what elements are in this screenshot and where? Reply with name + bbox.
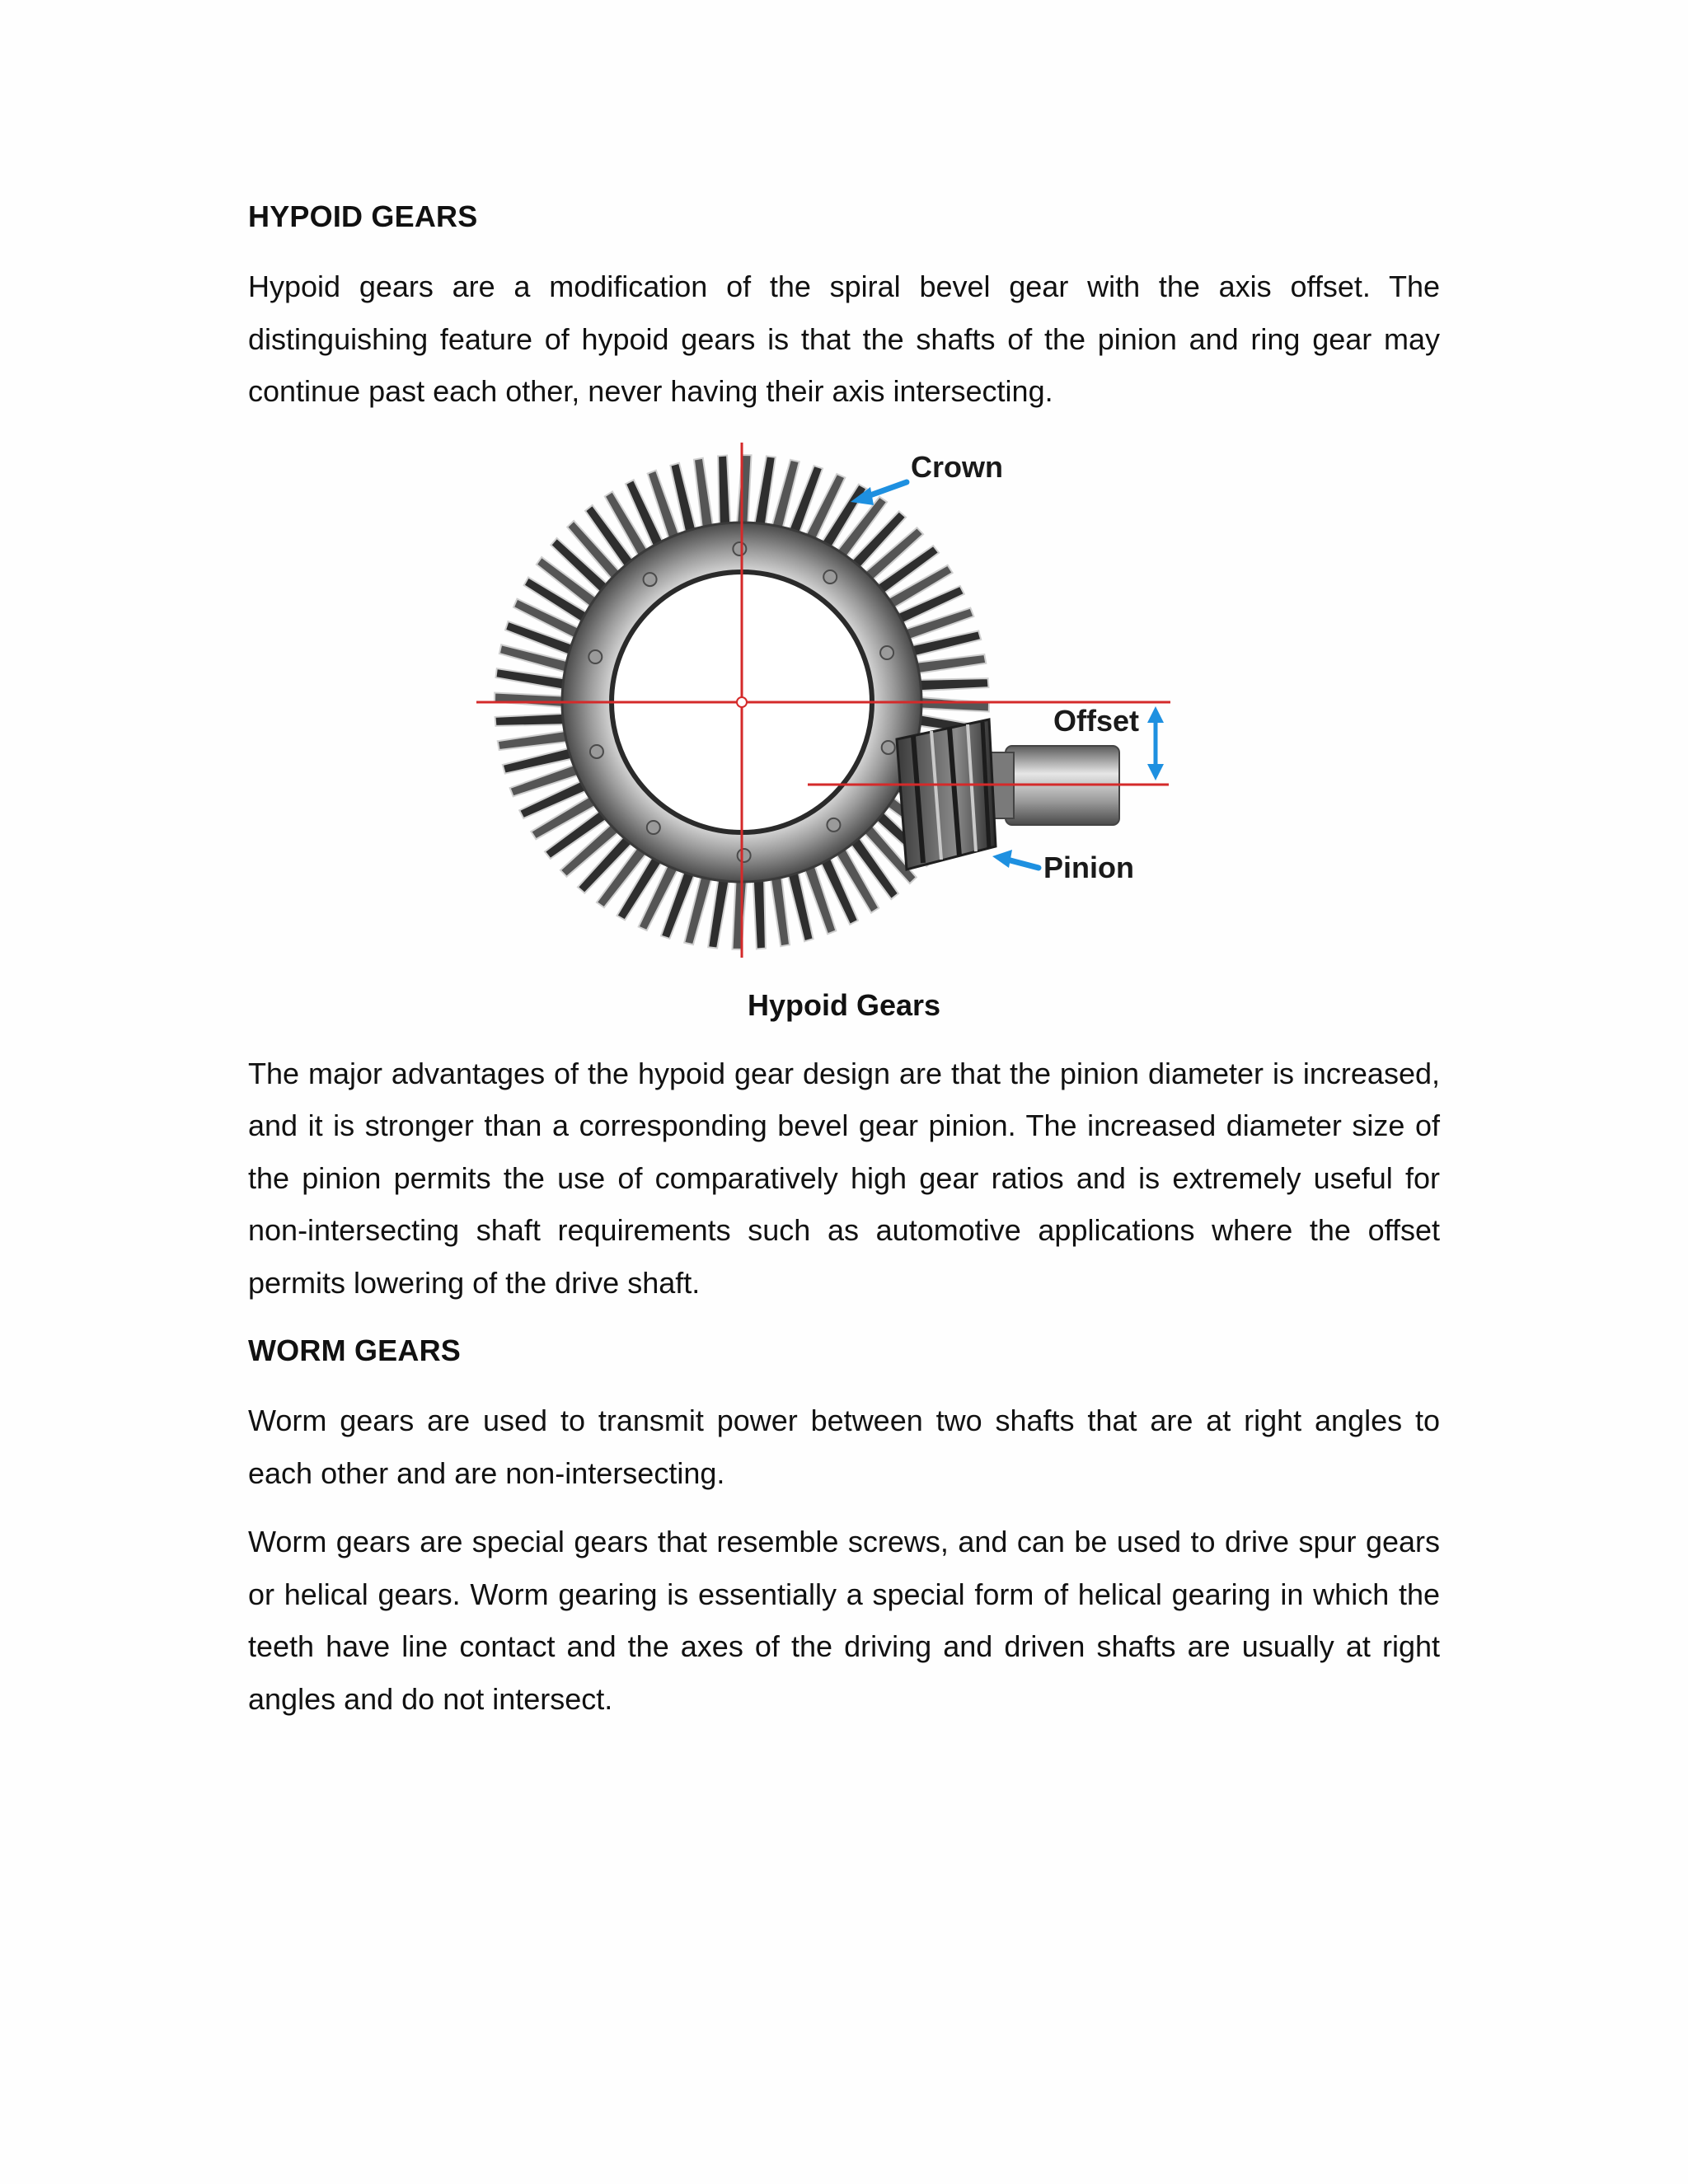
offset-arrow-icon	[1147, 706, 1164, 780]
offset-label: Offset	[1053, 703, 1140, 738]
bolt-hole	[644, 573, 657, 586]
bolt-hole	[647, 821, 660, 834]
bolt-hole	[880, 646, 893, 659]
pinion-arrow-icon	[1007, 860, 1039, 868]
bolt-hole	[738, 848, 751, 861]
pinion-label: Pinion	[1043, 850, 1134, 884]
paragraph-worm-details: Worm gears are special gears that resemble screws, and can be used to drive spur gears or helical gears. Worm gearing is essentially a special form of helical gearing in which the teeth have line contact and the axes of the driving and driven shafts are usually at right angles and do not intersect.	[248, 1525, 1440, 1716]
pinion-arrowhead-icon	[992, 850, 1012, 868]
crown-label: Crown	[911, 449, 1003, 484]
section-heading-hypoid-gears: HYPOID GEARS	[248, 199, 478, 233]
hypoid-gears-figure	[248, 434, 1440, 962]
hypoid-gear-diagram	[462, 434, 1177, 962]
bolt-hole	[588, 650, 602, 663]
paragraph-worm-intro: Worm gears are used to transmit power between two shafts that are at right angles to each other and are non-intersecting.	[248, 1404, 1440, 1490]
bolt-hole	[733, 542, 746, 555]
paragraph-hypoid-advantages: The major advantages of the hypoid gear design are that the pinion diameter is increased, and it is stronger than a corresponding bevel gear pinion. The increased diameter size of the pinion permits the use of comparatively high gear ratios and is extremely useful for non-intersecting shaft requirements such as automotive applications where the offset permits lowering of the drive shaft.	[248, 1056, 1440, 1300]
bolt-hole	[827, 818, 840, 831]
section-heading-worm-gears: WORM GEARS	[248, 1333, 461, 1367]
bolt-hole	[590, 744, 603, 757]
pinion-gear	[897, 719, 996, 869]
figure-caption: Hypoid Gears	[747, 987, 941, 1022]
bolt-hole	[823, 569, 837, 583]
paragraph-hypoid-intro: Hypoid gears are a modification of the spiral bevel gear with the axis offset. The distinguishing feature of hypoid gears is that the shafts of the pinion and ring gear may continue past each other, never having their axis intersecting.	[248, 269, 1440, 408]
page-content	[248, 191, 1440, 1741]
bolt-hole	[882, 740, 895, 753]
